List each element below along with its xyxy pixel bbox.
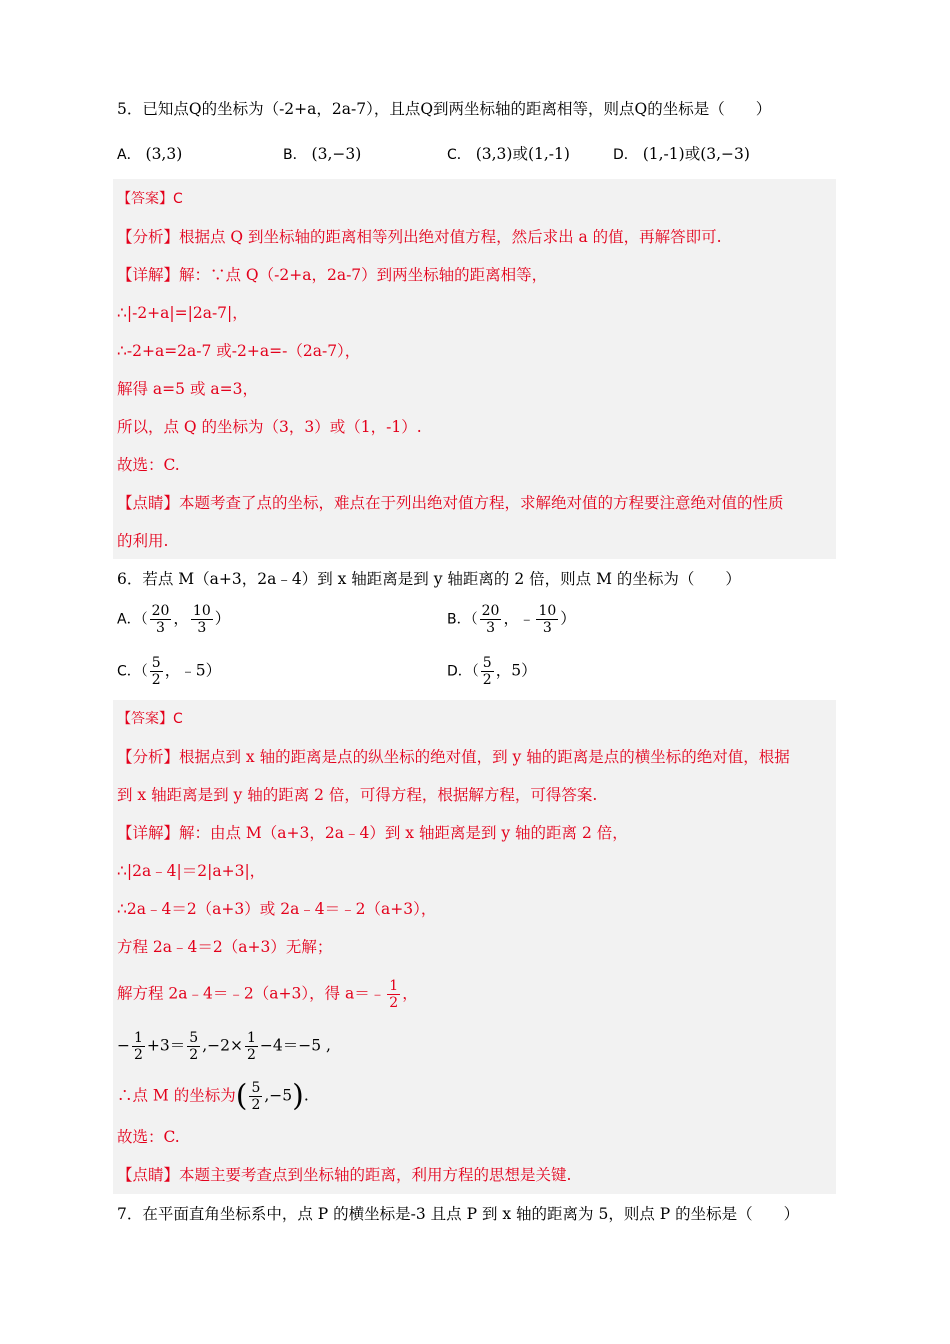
q5-option-b-value: (3,−3): [311, 145, 362, 163]
q6-result-close-paren: ): [292, 1078, 304, 1114]
q6-calc-den-3: 2: [246, 1047, 256, 1063]
q5-option-d[interactable]: [613, 143, 750, 166]
question-7-stem: 7．在平面直角坐标系中，点 P 的横坐标是-3 且点 P 到 x 轴的距离为 5，则点 P 的坐标是（ ）: [117, 1205, 800, 1223]
q5-answer: 【答案】C: [117, 191, 183, 207]
q6-option-a-num-1: 20: [151, 603, 170, 619]
q5-option-c-value: (3,3)或(1,-1): [475, 145, 570, 163]
q6-calc-frac-1: [132, 1030, 145, 1063]
q5-detail-line-2: ∴|-2+a|=|2a-7|，: [117, 304, 248, 322]
q5-option-b-label: B．: [283, 147, 307, 163]
q6-option-a[interactable]: [117, 603, 230, 636]
q6-choose: 故选：C.: [117, 1128, 180, 1146]
q5-option-c[interactable]: [447, 143, 570, 166]
q5-option-b[interactable]: [283, 143, 361, 166]
q6-calc-part-2: ,−2×: [202, 1036, 243, 1055]
q6-calc-num-3: 1: [246, 1030, 256, 1046]
q6-option-b-den-2: 3: [542, 620, 552, 636]
question-5-stem: 5．已知点Q的坐标为（-2+a，2a-7），且点Q到两坐标轴的距离相等，则点Q的坐标是（ ）: [117, 100, 772, 118]
q6-option-b-num-1: 20: [481, 603, 500, 619]
q5-option-d-value: (1,-1)或(3,−3): [642, 145, 750, 163]
q6-option-c-num: 5: [151, 655, 161, 671]
q6-option-a-end: ）: [214, 609, 231, 628]
q6-option-b-den-1: 3: [486, 620, 495, 636]
q6-option-d-frac: [481, 655, 494, 688]
q6-option-b-frac-2: [536, 603, 558, 636]
q6-detail-line-3: ∴2a﹣4＝2（a+3）或 2a﹣4＝﹣2（a+3），: [117, 900, 437, 918]
q5-detail-line-3: ∴-2+a=2a-7 或-2+a=-（2a-7），: [117, 342, 361, 360]
q6-option-d[interactable]: [447, 655, 537, 688]
q6-option-c-label: C．（: [117, 663, 148, 680]
q5-option-a[interactable]: [117, 143, 182, 166]
q6-comment: 【点睛】本题主要考查点到坐标轴的距离，利用方程的思想是关键.: [117, 1166, 572, 1184]
q5-analysis: 【分析】根据点 Q 到坐标轴的距离相等列出绝对值方程，然后求出 a 的值，再解答即可.: [117, 228, 722, 246]
q6-calc-part-3: −4＝−5 ,: [259, 1036, 331, 1055]
q5-option-a-value: (3,3): [145, 145, 183, 163]
q6-option-b-num-2: 10: [538, 603, 557, 619]
q6-solve-line: [117, 978, 418, 1011]
q6-option-a-num-2: 10: [192, 603, 211, 619]
q5-detail-line-5: 所以，点 Q 的坐标为（3，3）或（1，-1）.: [117, 418, 422, 436]
q6-option-a-sep: ，: [173, 609, 189, 628]
q6-detail-line-2: ∴|2a﹣4|＝2|a+3|，: [117, 862, 266, 880]
q6-analysis-line-2: 到 x 轴距离是到 y 轴的距离 2 倍，可得方程，根据解方程，可得答案.: [117, 786, 598, 804]
q6-option-d-label: D．（: [447, 663, 479, 680]
q6-calc-num-2: 5: [189, 1030, 199, 1046]
q6-result-num: 5: [251, 1080, 261, 1096]
q6-option-d-den: 2: [482, 672, 492, 688]
q6-option-b-end: ）: [560, 609, 576, 628]
q6-calc-line: [117, 1030, 331, 1063]
q6-solve-prefix: 解方程 2a﹣4＝﹣2（a+3），得 a＝﹣: [117, 984, 386, 1003]
q6-option-b[interactable]: [447, 603, 576, 636]
q6-detail-line-4: 方程 2a﹣4＝2（a+3）无解；: [117, 938, 333, 956]
q6-calc-den-2: 2: [189, 1047, 199, 1063]
q6-option-b-frac-1: [480, 603, 502, 636]
q6-calc-minus: −: [117, 1036, 130, 1055]
q6-solve-frac: [387, 978, 400, 1011]
q6-analysis-line-1: 【分析】根据点到 x 轴的距离是点的纵坐标的绝对值，到 y 轴的距离是点的横坐标的绝对值，根据: [117, 748, 790, 766]
q6-option-a-den-2: 3: [197, 620, 207, 636]
q5-detail-line-1: 【详解】解：∵点 Q（-2+a，2a-7）到两坐标轴的距离相等，: [117, 266, 548, 284]
q5-option-c-label: C．: [447, 147, 471, 163]
q6-result-line: [117, 1080, 309, 1113]
q6-result-open-paren: (: [235, 1078, 248, 1114]
q6-answer: 【答案】C: [117, 711, 183, 727]
q6-option-a-label: A．（: [117, 611, 148, 628]
q6-option-a-den-1: 3: [156, 620, 165, 636]
q6-result-tail: ,−5: [264, 1086, 293, 1105]
q6-option-b-label: B．（: [447, 611, 478, 628]
q6-calc-frac-3: [245, 1030, 258, 1063]
q6-option-b-sep: ，﹣: [503, 609, 535, 628]
q6-option-d-num: 5: [482, 655, 492, 671]
q6-solve-suffix: ，: [402, 984, 418, 1003]
q6-calc-part-1: +3＝: [146, 1036, 186, 1055]
q6-option-c[interactable]: [117, 655, 221, 688]
q5-detail-line-6: 故选：C.: [117, 456, 180, 474]
q6-solve-den: 2: [389, 995, 399, 1011]
q5-detail-line-4: 解得 a=5 或 a=3，: [117, 380, 258, 398]
q6-calc-frac-2: [187, 1030, 200, 1063]
q6-option-a-frac-1: [150, 603, 172, 636]
q6-calc-den-1: 2: [134, 1047, 143, 1063]
q6-result-frac: [249, 1080, 262, 1113]
question-6-stem: 6．若点 M（a+3，2a﹣4）到 x 轴距离是到 y 轴距离的 2 倍，则点 M 的坐标为（ ）: [117, 570, 741, 588]
q6-calc-num-1: 1: [134, 1030, 143, 1046]
q6-option-d-tail: ，5）: [495, 661, 537, 680]
q6-result-den: 2: [251, 1097, 261, 1113]
q6-detail-line-1: 【详解】解：由点 M（a+3，2a﹣4）到 x 轴距离是到 y 轴的距离 2 倍，: [117, 824, 628, 842]
q6-option-a-frac-2: [191, 603, 213, 636]
q6-result-prefix: ∴点 M 的坐标为: [117, 1086, 236, 1105]
q6-option-c-frac: [150, 655, 163, 688]
q5-option-d-label: D．: [613, 147, 638, 163]
q5-comment-line-2: 的利用.: [117, 532, 169, 550]
q6-result-period: .: [303, 1086, 309, 1105]
q5-option-a-label: A．: [117, 147, 141, 163]
q6-option-c-den: 2: [151, 672, 161, 688]
q5-comment-line-1: 【点睛】本题考查了点的坐标，难点在于列出绝对值方程，求解绝对值的方程要注意绝对值的性质: [117, 494, 784, 512]
q6-option-c-tail: ，﹣5）: [164, 661, 222, 680]
q6-solve-num: 1: [389, 978, 399, 994]
